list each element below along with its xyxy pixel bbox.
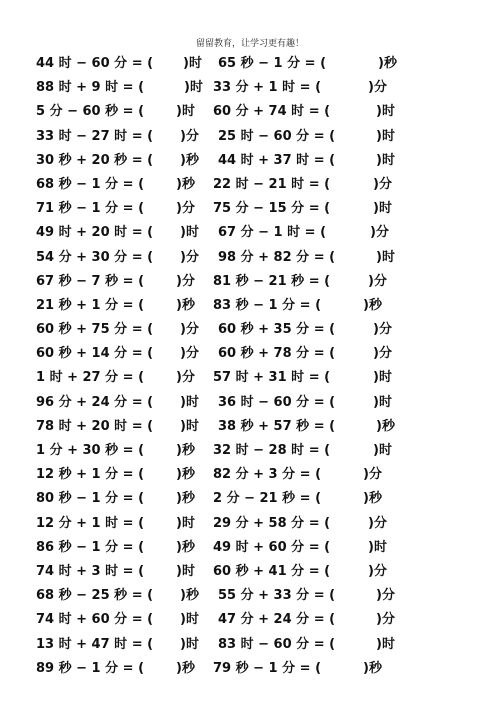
left-problem xyxy=(36,536,195,560)
right-problem xyxy=(213,76,387,100)
problem-text: 12 秒 + 1 分 = ( xyxy=(36,467,145,483)
answer-unit: )分 xyxy=(373,176,392,192)
problem-text: 57 时 + 31 时 = ( xyxy=(213,370,331,386)
left-problem xyxy=(36,125,199,149)
problem-text: 79 秒 − 1 分 = ( xyxy=(213,660,322,676)
answer-unit: )时 xyxy=(376,128,395,144)
problem-text: 74 时 + 60 分 = ( xyxy=(36,612,154,628)
right-problem xyxy=(213,366,392,390)
answer-unit: )秒 xyxy=(176,443,195,458)
problem-row xyxy=(0,366,500,390)
answer-unit: )时 xyxy=(376,104,395,120)
left-problem xyxy=(36,342,199,366)
answer-unit: )分 xyxy=(373,322,392,338)
problem-text: 30 秒 + 20 秒 = ( xyxy=(36,152,154,168)
left-problem xyxy=(36,560,195,584)
answer-unit: )分 xyxy=(176,370,195,386)
problem-text: 82 分 + 3 分 = ( xyxy=(213,467,322,483)
answer-unit: )秒 xyxy=(363,660,382,676)
problem-text: 86 秒 − 1 分 = ( xyxy=(36,539,145,555)
problem-text: 60 秒 + 41 分 = ( xyxy=(213,563,331,579)
answer-unit: )时 xyxy=(376,152,395,168)
left-problem xyxy=(36,318,199,342)
problem-text: 1 时 + 27 分 = ( xyxy=(36,370,145,386)
left-problem xyxy=(36,197,195,221)
problem-text: 68 秒 − 1 分 = ( xyxy=(36,176,145,192)
answer-unit: )时 xyxy=(373,201,392,217)
problem-text: 83 秒 − 1 分 = ( xyxy=(213,297,322,313)
problem-text: 83 时 − 60 分 = ( xyxy=(218,636,336,652)
answer-unit: )秒 xyxy=(176,539,195,555)
problem-row xyxy=(0,584,500,608)
answer-unit: )分 xyxy=(368,273,387,289)
problem-row xyxy=(0,608,500,632)
right-problem xyxy=(218,415,395,439)
left-problem xyxy=(36,76,203,100)
problem-text: 54 分 + 30 分 = ( xyxy=(36,249,154,265)
answer-unit: )分 xyxy=(176,201,195,217)
problem-row xyxy=(0,512,500,536)
answer-unit: )分 xyxy=(370,225,389,241)
problem-text: 25 时 − 60 分 = ( xyxy=(218,128,336,144)
problem-row xyxy=(0,536,500,560)
right-problem xyxy=(213,173,392,197)
answer-unit: )分 xyxy=(376,612,395,628)
right-problem xyxy=(218,342,392,366)
answer-unit: )秒 xyxy=(363,491,382,507)
problem-text: 96 分 + 24 分 = ( xyxy=(36,394,154,410)
problem-text: 33 时 − 27 时 = ( xyxy=(36,128,154,144)
right-problem xyxy=(218,608,395,632)
problem-row xyxy=(0,439,500,463)
answer-unit: )时 xyxy=(376,636,395,652)
problem-text: 67 分 − 1 时 = ( xyxy=(218,225,327,241)
left-problem xyxy=(36,584,199,608)
problem-text: 81 秒 − 21 秒 = ( xyxy=(213,273,331,289)
right-problem xyxy=(218,246,395,270)
problem-text: 2 分 − 21 秒 = ( xyxy=(213,491,322,507)
right-problem xyxy=(213,197,392,221)
answer-unit: )时 xyxy=(373,370,392,386)
problem-text: 98 分 + 82 分 = ( xyxy=(218,249,336,265)
problem-text: 60 秒 + 78 分 = ( xyxy=(218,346,336,362)
left-problem xyxy=(36,512,195,536)
page-header: 留留教育，让学习更有趣！ xyxy=(195,39,304,49)
problem-text: 75 分 − 15 分 = ( xyxy=(213,201,331,217)
problem-text: 44 时 − 60 分 = ( xyxy=(36,56,154,71)
problem-row xyxy=(0,52,500,76)
answer-unit: )分 xyxy=(368,563,387,579)
problem-row xyxy=(0,487,500,511)
problem-row xyxy=(0,197,500,221)
left-problem xyxy=(36,657,195,681)
answer-unit: )时 xyxy=(184,80,203,96)
problem-row xyxy=(0,100,500,124)
left-problem xyxy=(36,100,195,124)
left-problem xyxy=(36,221,199,245)
problem-text: 60 秒 + 14 分 = ( xyxy=(36,346,154,362)
answer-unit: )分 xyxy=(368,80,387,96)
problem-row xyxy=(0,633,500,657)
left-problem xyxy=(36,173,195,197)
answer-unit: )分 xyxy=(376,588,395,604)
answer-unit: )时 xyxy=(183,56,202,71)
problem-text: 78 时 + 20 时 = ( xyxy=(36,418,154,434)
problem-text: 67 秒 − 7 秒 = ( xyxy=(36,273,145,289)
left-problem xyxy=(36,246,199,270)
answer-unit: )秒 xyxy=(176,176,195,192)
problem-row xyxy=(0,657,500,681)
answer-unit: )分 xyxy=(373,346,392,362)
left-problem xyxy=(36,366,195,390)
answer-unit: )时 xyxy=(373,443,392,458)
problem-text: 60 秒 + 75 分 = ( xyxy=(36,322,154,338)
answer-unit: )秒 xyxy=(176,297,195,313)
problem-text: 49 时 + 20 时 = ( xyxy=(36,225,154,241)
right-problem xyxy=(218,149,395,173)
answer-unit: )时 xyxy=(176,104,195,120)
answer-unit: )分 xyxy=(180,322,199,338)
problem-row xyxy=(0,246,500,270)
left-problem xyxy=(36,463,195,487)
problem-row xyxy=(0,173,500,197)
problem-row xyxy=(0,342,500,366)
answer-unit: )分 xyxy=(176,273,195,289)
problem-text: 49 时 + 60 分 = ( xyxy=(213,539,331,555)
problem-text: 80 秒 − 1 分 = ( xyxy=(36,491,145,507)
problem-text: 33 分 + 1 时 = ( xyxy=(213,80,322,96)
answer-unit: )分 xyxy=(180,346,199,362)
answer-unit: )秒 xyxy=(378,56,397,71)
problem-text: 65 秒 − 1 分 = ( xyxy=(218,56,327,71)
problem-text: 1 分 + 30 秒 = ( xyxy=(36,443,145,458)
answer-unit: )时 xyxy=(180,225,199,241)
problem-row xyxy=(0,415,500,439)
problem-row xyxy=(0,463,500,487)
problem-text: 60 分 + 74 时 = ( xyxy=(213,104,331,120)
left-problem xyxy=(36,149,199,173)
problem-text: 22 时 − 21 时 = ( xyxy=(213,176,331,192)
worksheet xyxy=(0,52,500,681)
answer-unit: )时 xyxy=(373,394,392,410)
problem-text: 89 秒 − 1 分 = ( xyxy=(36,660,145,676)
right-problem xyxy=(218,318,392,342)
problem-text: 47 分 + 24 分 = ( xyxy=(218,612,336,628)
answer-unit: )时 xyxy=(180,418,199,434)
right-problem xyxy=(218,584,395,608)
problem-text: 13 时 + 47 时 = ( xyxy=(36,636,154,652)
problem-text: 74 时 + 3 时 = ( xyxy=(36,563,145,579)
answer-unit: )秒 xyxy=(180,152,199,168)
problem-text: 29 分 + 58 分 = ( xyxy=(213,515,331,531)
problem-row xyxy=(0,221,500,245)
answer-unit: )秒 xyxy=(176,660,195,676)
answer-unit: )分 xyxy=(180,249,199,265)
right-problem xyxy=(218,391,392,415)
right-problem xyxy=(213,439,392,463)
left-problem xyxy=(36,391,199,415)
problem-text: 88 时 + 9 时 = ( xyxy=(36,80,145,96)
answer-unit: )时 xyxy=(176,515,195,531)
right-problem xyxy=(213,270,387,294)
left-problem xyxy=(36,415,199,439)
problem-text: 55 分 + 33 分 = ( xyxy=(218,588,336,604)
left-problem xyxy=(36,52,202,76)
left-problem xyxy=(36,439,195,463)
left-problem xyxy=(36,487,195,511)
right-problem xyxy=(218,633,395,657)
problem-row xyxy=(0,318,500,342)
problem-text: 32 时 − 28 时 = ( xyxy=(213,443,331,458)
answer-unit: )秒 xyxy=(180,588,199,604)
answer-unit: )时 xyxy=(180,612,199,628)
right-problem xyxy=(218,52,397,76)
problem-row xyxy=(0,149,500,173)
answer-unit: )秒 xyxy=(363,297,382,313)
right-problem xyxy=(213,100,395,124)
answer-unit: )分 xyxy=(180,128,199,144)
answer-unit: )时 xyxy=(180,636,199,652)
problem-text: 71 秒 − 1 分 = ( xyxy=(36,201,145,217)
left-problem xyxy=(36,608,199,632)
right-problem xyxy=(213,512,387,536)
problem-text: 36 时 − 60 分 = ( xyxy=(218,394,336,410)
right-problem xyxy=(213,487,382,511)
answer-unit: )时 xyxy=(376,249,395,265)
answer-unit: )时 xyxy=(176,563,195,579)
right-problem xyxy=(213,657,382,681)
problem-text: 60 秒 + 35 分 = ( xyxy=(218,322,336,338)
left-problem xyxy=(36,294,195,318)
right-problem xyxy=(213,463,382,487)
problem-row xyxy=(0,125,500,149)
right-problem xyxy=(218,125,395,149)
answer-unit: )分 xyxy=(368,515,387,531)
problem-text: 38 秒 + 57 秒 = ( xyxy=(218,418,336,434)
right-problem xyxy=(213,536,387,560)
left-problem xyxy=(36,270,195,294)
problem-text: 5 分 − 60 秒 = ( xyxy=(36,104,145,120)
answer-unit: )时 xyxy=(368,539,387,555)
answer-unit: )时 xyxy=(180,394,199,410)
problem-row xyxy=(0,560,500,584)
answer-unit: )秒 xyxy=(376,418,395,434)
problem-row xyxy=(0,391,500,415)
problem-text: 68 秒 − 25 秒 = ( xyxy=(36,588,154,604)
problem-text: 21 秒 + 1 分 = ( xyxy=(36,297,145,313)
answer-unit: )秒 xyxy=(176,491,195,507)
problem-row xyxy=(0,270,500,294)
problem-text: 44 时 + 37 时 = ( xyxy=(218,152,336,168)
right-problem xyxy=(213,294,382,318)
problem-row xyxy=(0,294,500,318)
answer-unit: )秒 xyxy=(176,467,195,483)
problem-row xyxy=(0,76,500,100)
answer-unit: )分 xyxy=(363,467,382,483)
problem-text: 12 分 + 1 时 = ( xyxy=(36,515,145,531)
right-problem xyxy=(213,560,387,584)
right-problem xyxy=(218,221,389,245)
left-problem xyxy=(36,633,199,657)
